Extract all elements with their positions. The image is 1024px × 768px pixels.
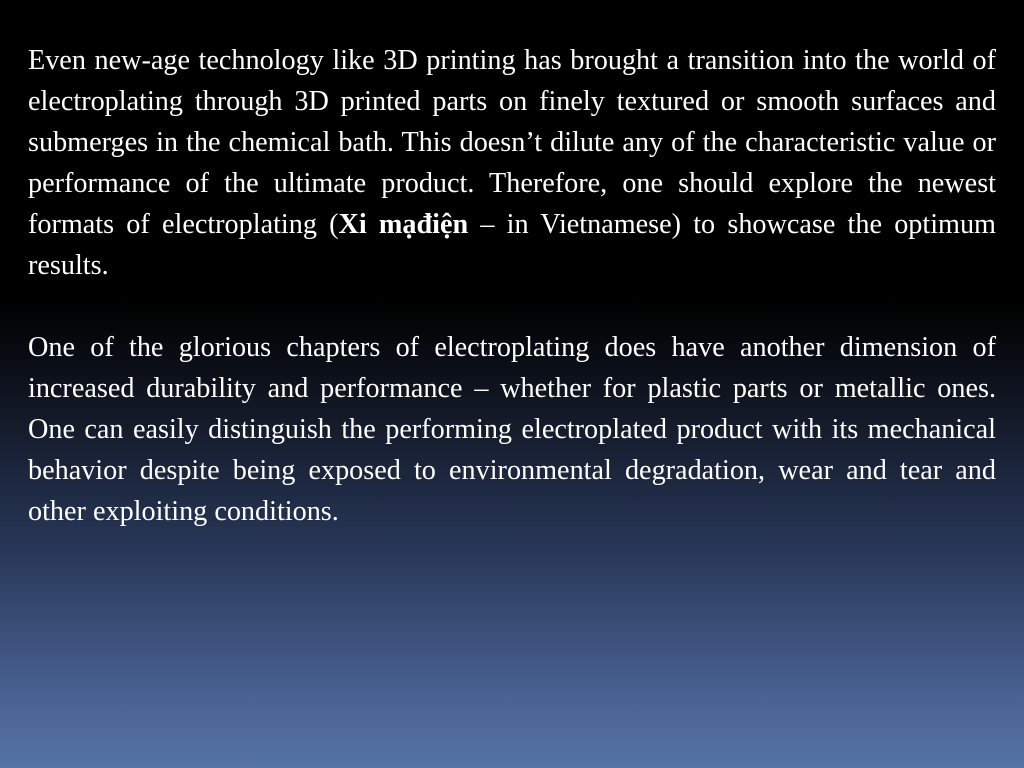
paragraph-durability: One of the glorious chapters of electroplating does have another dimension of increased durability and performance – whether for plastic parts or metallic ones. One can easily distinguish the performing electroplated product with its mechanical behavior despite being exposed to environmental degradation, wear and tear and other exploiting conditions. bbox=[28, 332, 996, 527]
slide-content bbox=[28, 40, 996, 532]
vietnamese-keyword: Xi mạđiện bbox=[338, 209, 469, 240]
paragraph-3d-printing bbox=[28, 40, 996, 286]
paragraph-text-before: Even new-age technology like 3D printing has brought a transition into the world of electroplating through 3D printed parts on finely textured or smooth surfaces and submerges in the chemical bath. This doesn’t dilute any of the characteristic value or performance of the ultimate product. Therefore, one should explore the newest formats of electroplating ( bbox=[28, 45, 996, 240]
paragraph-text-after: – in Vietnamese) to showcase the optimum results. bbox=[28, 209, 996, 281]
